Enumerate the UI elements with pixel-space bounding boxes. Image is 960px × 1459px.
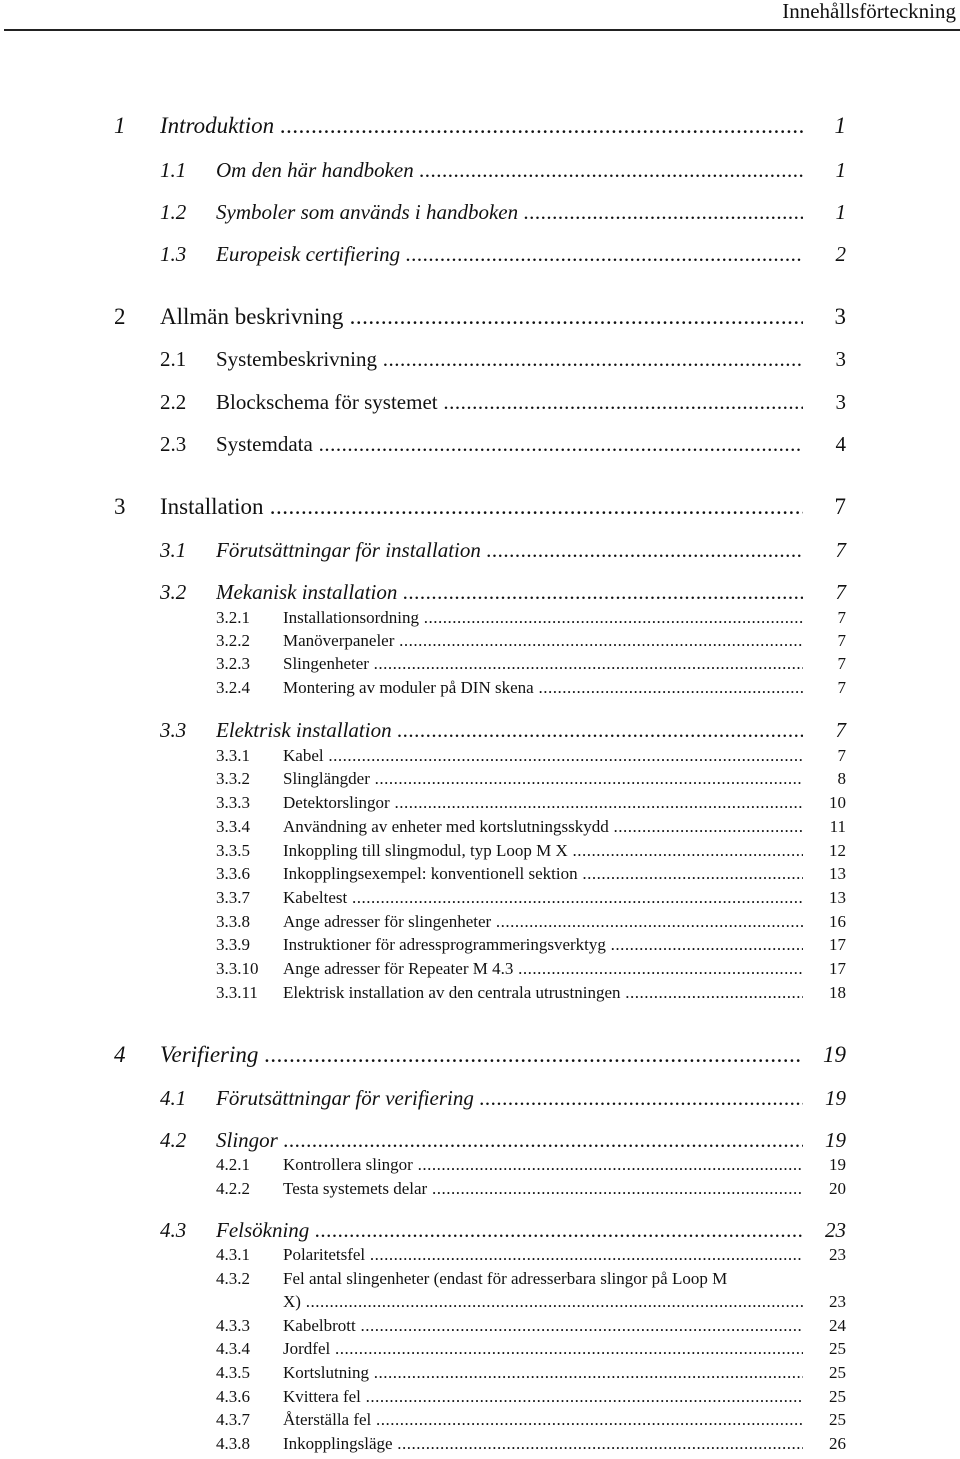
entry-page: 13 bbox=[829, 864, 846, 883]
entry-number: 3.3.8 bbox=[216, 912, 250, 931]
entry-page: 2 bbox=[835, 242, 846, 266]
entry-page: 25 bbox=[829, 1387, 846, 1406]
entry-title: Inkoppling till slingmodul, typ Loop M X ..... bbox=[283, 840, 803, 862]
entry-page: 23 bbox=[825, 1218, 846, 1242]
entry-page: 17 bbox=[829, 935, 846, 954]
entry-number: 3.3.9 bbox=[216, 935, 250, 954]
entry-title: Installationsordning ..... bbox=[283, 607, 803, 629]
entry-number: 4.2.1 bbox=[216, 1155, 250, 1174]
entry-page: 25 bbox=[829, 1363, 846, 1382]
entry-page: 17 bbox=[829, 959, 846, 978]
entry-title: Inkopplingsexempel: konventionell sektion ..... bbox=[283, 863, 803, 885]
entry-page: 18 bbox=[829, 983, 846, 1002]
entry-number: 2 bbox=[114, 304, 126, 329]
entry-page: 7 bbox=[837, 631, 846, 650]
entry-title: Slinglängder ..... bbox=[283, 768, 803, 790]
entry-page: 7 bbox=[835, 718, 846, 742]
entry-page: 16 bbox=[829, 912, 846, 931]
entry-page: 3 bbox=[835, 347, 846, 371]
entry-page: 7 bbox=[837, 654, 846, 673]
entry-page: 19 bbox=[825, 1086, 846, 1110]
entry-title: Användning av enheter med kortslutningsskydd ..... bbox=[283, 816, 803, 838]
entry-title: Slingor ..... bbox=[216, 1128, 803, 1152]
entry-page: 3 bbox=[835, 390, 846, 414]
entry-page: 10 bbox=[829, 793, 846, 812]
entry-title: Manöverpaneler ..... bbox=[283, 630, 803, 652]
entry-title: Polaritetsfel ..... bbox=[283, 1244, 803, 1266]
entry-number: 4.1 bbox=[160, 1086, 187, 1110]
entry-title: Europeisk certifiering ..... bbox=[216, 242, 803, 266]
entry-number: 4.3.7 bbox=[216, 1410, 250, 1429]
entry-page: 25 bbox=[829, 1339, 846, 1358]
entry-page: 8 bbox=[837, 769, 846, 788]
entry-title: Blockschema för systemet ..... bbox=[216, 390, 803, 414]
entry-page: 1 bbox=[835, 200, 846, 224]
entry-page: 19 bbox=[829, 1155, 846, 1174]
entry-title: Kabel ..... bbox=[283, 745, 803, 767]
entry-page: 11 bbox=[829, 817, 846, 836]
entry-page: 19 bbox=[823, 1042, 846, 1067]
entry-number: 3.2.2 bbox=[216, 631, 250, 650]
entry-title: Inkopplingsläge ..... bbox=[283, 1433, 803, 1455]
entry-page: 7 bbox=[835, 580, 846, 604]
entry-page: 23 bbox=[829, 1292, 846, 1311]
entry-title: Allmän beskrivning ..... bbox=[160, 304, 803, 330]
entry-number: 3.3.4 bbox=[216, 817, 250, 836]
entry-number: 3.3.6 bbox=[216, 864, 250, 883]
entry-title: Fel antal slingenheter (endast för adresserbara slingor på Loop M bbox=[283, 1269, 728, 1288]
entry-number: 3.2.4 bbox=[216, 678, 250, 697]
entry-page: 7 bbox=[835, 538, 846, 562]
entry-number: 1.2 bbox=[160, 200, 187, 224]
entry-number: 4.3.2 bbox=[216, 1269, 250, 1288]
entry-title: Ange adresser för Repeater M 4.3 ..... bbox=[283, 958, 803, 980]
entry-number: 4.3.3 bbox=[216, 1316, 250, 1335]
entry-number: 4.3.1 bbox=[216, 1245, 250, 1264]
toc-entry-4-3-2[interactable] bbox=[0, 1268, 960, 1316]
entry-page: 7 bbox=[834, 494, 846, 519]
entry-title: Instruktioner för adressprogrammeringsverktyg ..... bbox=[283, 934, 803, 956]
entry-number: 3.3.10 bbox=[216, 959, 259, 978]
entry-number: 3.3.7 bbox=[216, 888, 250, 907]
entry-page: 19 bbox=[825, 1128, 846, 1152]
entry-page: 4 bbox=[835, 432, 846, 456]
entry-number: 1.3 bbox=[160, 242, 187, 266]
running-header: Innehållsförteckning bbox=[782, 0, 956, 23]
entry-number: 1 bbox=[114, 113, 126, 138]
entry-number: 4.3.6 bbox=[216, 1387, 250, 1406]
entry-title: Ange adresser för slingenheter ..... bbox=[283, 911, 803, 933]
entry-number: 3 bbox=[114, 494, 126, 519]
entry-number: 2.2 bbox=[160, 390, 187, 414]
entry-title: Testa systemets delar ..... bbox=[283, 1178, 803, 1200]
entry-number: 4.2 bbox=[160, 1128, 187, 1152]
entry-title: Kvittera fel ..... bbox=[283, 1386, 803, 1408]
entry-page: 1 bbox=[834, 113, 846, 138]
entry-title: Felsökning ..... bbox=[216, 1218, 803, 1242]
entry-number: 3.1 bbox=[160, 538, 187, 562]
entry-page: 25 bbox=[829, 1410, 846, 1429]
entry-title: Introduktion ..... bbox=[160, 113, 803, 139]
entry-page: 12 bbox=[829, 841, 846, 860]
entry-page: 13 bbox=[829, 888, 846, 907]
entry-number: 3.2.3 bbox=[216, 654, 250, 673]
entry-title: Kontrollera slingor ..... bbox=[283, 1154, 803, 1176]
entry-number: 3.3.5 bbox=[216, 841, 250, 860]
entry-title: Systembeskrivning ..... bbox=[216, 347, 803, 371]
entry-page: 26 bbox=[829, 1434, 846, 1453]
entry-title: Elektrisk installation av den centrala utrustningen ..... bbox=[283, 982, 803, 1004]
entry-number: 4.3.5 bbox=[216, 1363, 250, 1382]
entry-number: 1.1 bbox=[160, 158, 187, 182]
entry-number: 4 bbox=[114, 1042, 126, 1067]
entry-number: 3.3 bbox=[160, 718, 187, 742]
entry-page: 7 bbox=[837, 746, 846, 765]
entry-page: 7 bbox=[837, 608, 846, 627]
entry-number: 3.3.2 bbox=[216, 769, 250, 788]
entry-title: Slingenheter ..... bbox=[283, 653, 803, 675]
entry-title: Symboler som används i handboken ..... bbox=[216, 200, 803, 224]
entry-title: Förutsättningar för verifiering ..... bbox=[216, 1086, 803, 1110]
entry-number: 4.3 bbox=[160, 1218, 187, 1242]
entry-number: 4.3.8 bbox=[216, 1434, 250, 1453]
entry-page: 1 bbox=[835, 158, 846, 182]
entry-title-continuation: X) ..... bbox=[283, 1291, 803, 1313]
entry-title: Återställa fel ..... bbox=[283, 1409, 803, 1431]
entry-title: Kabeltest ..... bbox=[283, 887, 803, 909]
entry-title: Kabelbrott ..... bbox=[283, 1315, 803, 1337]
entry-page: 24 bbox=[829, 1316, 846, 1335]
entry-number: 4.2.2 bbox=[216, 1179, 250, 1198]
entry-title: Om den här handboken ..... bbox=[216, 158, 803, 182]
entry-number: 3.3.3 bbox=[216, 793, 250, 812]
entry-number: 2.3 bbox=[160, 432, 187, 456]
entry-title: Montering av moduler på DIN skena ..... bbox=[283, 677, 803, 699]
entry-title: Kortslutning ..... bbox=[283, 1362, 803, 1384]
entry-page: 23 bbox=[829, 1245, 846, 1264]
entry-number: 2.1 bbox=[160, 347, 187, 371]
entry-number: 3.3.11 bbox=[216, 983, 258, 1002]
entry-title: Detektorslingor ..... bbox=[283, 792, 803, 814]
entry-page: 3 bbox=[834, 304, 846, 329]
header-rule bbox=[4, 29, 960, 31]
entry-title: Systemdata ..... bbox=[216, 432, 803, 456]
entry-title: Elektrisk installation ..... bbox=[216, 718, 803, 742]
entry-page: 20 bbox=[829, 1179, 846, 1198]
entry-title: Förutsättningar för installation ..... bbox=[216, 538, 803, 562]
entry-title: Verifiering ..... bbox=[160, 1042, 803, 1068]
entry-number: 3.3.1 bbox=[216, 746, 250, 765]
entry-number: 3.2.1 bbox=[216, 608, 250, 627]
entry-title: Mekanisk installation ..... bbox=[216, 580, 803, 604]
entry-number: 4.3.4 bbox=[216, 1339, 250, 1358]
entry-title: Installation ..... bbox=[160, 494, 803, 520]
entry-title: Jordfel ..... bbox=[283, 1338, 803, 1360]
entry-number: 3.2 bbox=[160, 580, 187, 604]
entry-page: 7 bbox=[837, 678, 846, 697]
